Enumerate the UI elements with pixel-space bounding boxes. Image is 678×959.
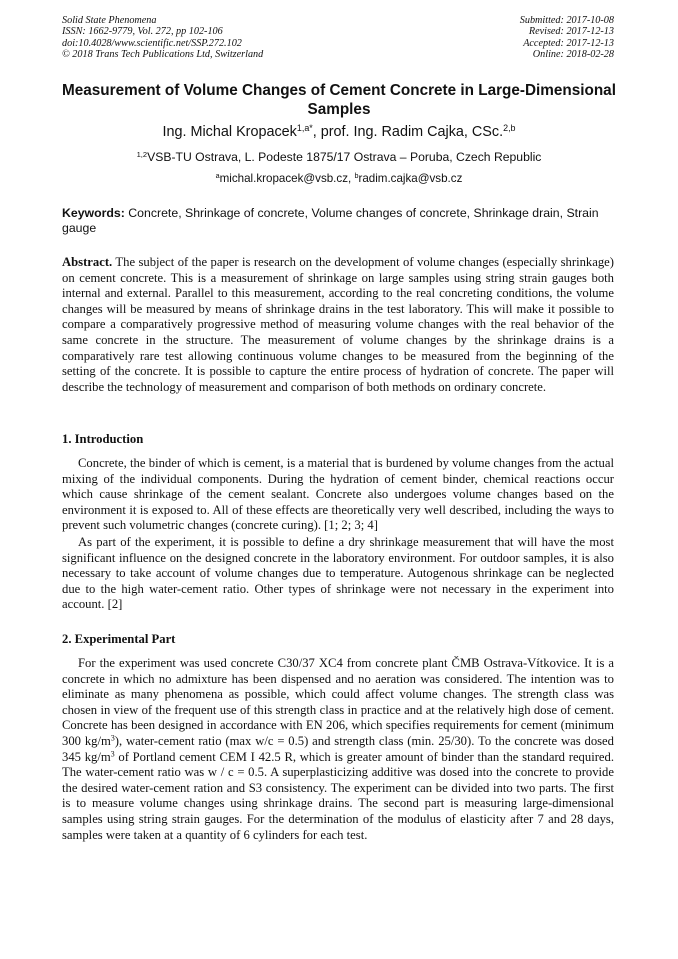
abstract-text: The subject of the paper is research on the development of volume changes (especially shrinkage) on cement concrete. This is a measurement of shrinkage on large samples using string strain gauges both internal and external. Parallel to this measurement, according to the real concreting conditions, the volume changes will be measured by means of shrinkage drains in the test laboratory. This will make it possible to compare a comparatively progressive method of measuring volume changes with the real behavior of the same concrete in the structure. The measurement of volume changes by the shrinkage drains is a comparatively rare test allowing continuous volume changes to be measured from the beginning of the setting of the concrete. It is possible to capture the entire process of hydration of concrete. The paper will describe the technology of measurement and comparison of both methods on ordinary concrete. (62, 255, 614, 394)
email-a[interactable]: michal.kropacek@vsb.cz (219, 172, 349, 185)
keywords-label: Keywords: (62, 206, 125, 220)
author-2-affil-mark: 2,b (503, 123, 516, 134)
email-b-mark: b (354, 171, 359, 181)
keywords-text: Concrete, Shrinkage of concrete, Volume changes of concrete, Shrinkage drain, Strain gauge (62, 206, 599, 236)
experimental-text-b: ), water-cement ratio (max w/c = 0.5) and strength class (min. 25/30). To the concrete was dosed 345 kg/m (62, 733, 614, 764)
unit-exponent-2: 3 (110, 749, 115, 759)
abstract-label: Abstract. (62, 255, 113, 269)
author-line (62, 124, 616, 140)
keywords (62, 206, 614, 237)
date-submitted: Submitted: 2017-10-08 (519, 15, 614, 26)
email-b[interactable]: radim.cajka@vsb.cz (358, 172, 463, 185)
section-heading-introduction: 1. Introduction (62, 432, 144, 446)
author-1-affil-mark: 1,a* (296, 123, 313, 134)
abstract (62, 255, 614, 395)
email-separator: , (348, 172, 355, 185)
introduction-paragraph-1: Concrete, the binder of which is cement, is a material that is burdened by volume changes from the actual mixing of the individual components. During the hydration of cement binder, chemical reactions occur which cause shrinkage of the cement sealant. Concrete also undergoes volume changes based on the environment it is exposed to. All of these effects are theoretically very well described, including the ways to prevent such volumetric changes (concrete curing). [1; 2; 3; 4] (62, 456, 614, 533)
date-accepted: Accepted: 2017-12-13 (523, 37, 614, 49)
paper-title: Measurement of Volume Changes of Cement Concrete in Large-Dimensional Samples (62, 82, 616, 118)
email-line (62, 172, 616, 185)
journal-issn: ISSN: 1662-9779, Vol. 272, pp 102-106 (62, 26, 223, 38)
affiliation (62, 150, 616, 164)
unit-exponent-1: 3 (110, 733, 115, 743)
author-separator: , (312, 124, 321, 140)
experimental-paragraph-1 (62, 656, 614, 843)
journal-info (62, 15, 263, 61)
affiliation-mark: 1,2 (136, 149, 148, 159)
experimental-text-c: of Portland cement CEM I 42.5 R, which is greater amount of binder than the standard required. The water-cement ratio was w / c = 0.5. A superplasticizing additive was dosed into the concrete to provide the desired water-cement ration and S3 consistency. The experiment can be divided into two parts. The first is to measure volume changes using shrinkage drains. The second part is measuring large-dimensional samples using string strain gauges. For the determination of the modulus of elasticity after 7 and 28 days, samples were taken at a quantity of 6 cylinders for each test. (62, 749, 615, 842)
affiliation-text: VSB-TU Ostrava, L. Podeste 1875/17 Ostrava – Poruba, Czech Republic (147, 150, 542, 164)
section-heading-experimental: 2. Experimental Part (62, 632, 176, 646)
journal-copyright: © 2018 Trans Tech Publications Ltd, Switzerland (62, 49, 264, 61)
journal-name: Solid State Phenomena (62, 15, 157, 26)
author-1: Ing. Michal Kropacek (162, 124, 297, 140)
email-a-mark: a (215, 171, 220, 181)
author-2: prof. Ing. Radim Cajka, CSc. (320, 124, 504, 140)
introduction-paragraph-2: As part of the experiment, it is possible to define a dry shrinkage measurement that will have the most significant influence on the designed concrete in the laboratory environment. For outdoor samples, it is also necessary to take account of volume changes due to temperature. Autogenous shrinkage can be neglected due to the high water-cement ratio. Other types of shrinkage were not necessary in the experiment into account. [2] (62, 535, 614, 612)
experimental-text-a: For the experiment was used concrete C30/37 XC4 from concrete plant ČMB Ostrava-Vítkovice. It is a concrete in which no admixture has been dispensed and no aeration was considered. The intention was to eliminate as many phenomena as possible, which could affect volume changes. The strength class was chosen in view of the frequent use of this strength class in practice and at the relatively high dose of cement. Concrete has been designed in accordance with EN 206, which specifies requirements for cement (minimum 300 kg/m (62, 656, 614, 748)
submission-dates (520, 15, 614, 61)
date-revised: Revised: 2017-12-13 (528, 26, 614, 38)
date-online: Online: 2018-02-28 (532, 49, 614, 61)
journal-doi: doi:10.4028/www.scientific.net/SSP.272.102 (62, 37, 242, 49)
